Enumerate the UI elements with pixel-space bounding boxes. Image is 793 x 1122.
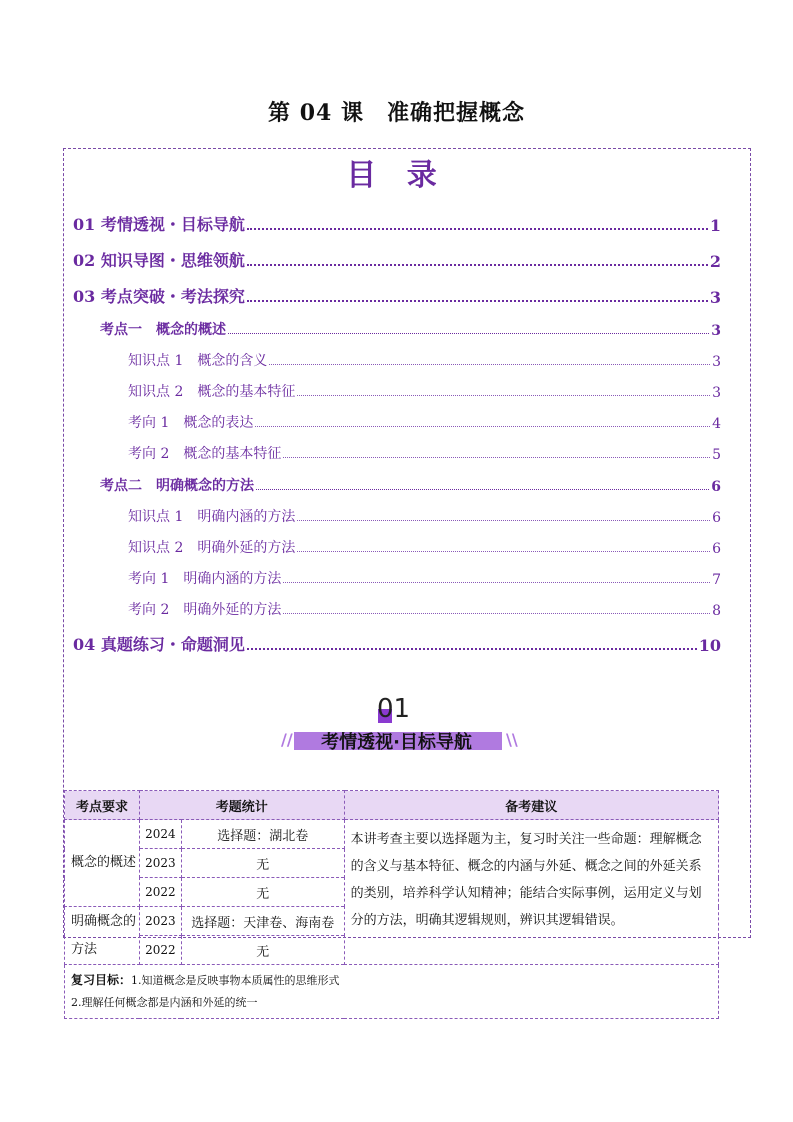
toc-leader [283,613,710,614]
exam-analysis-table [64,790,719,1019]
header-statistics: 考题统计 [139,791,344,820]
toc-entry-label: 知识点 2 概念的基本特征 [128,384,296,400]
toc-entry-page: 6 [711,479,721,495]
toc-leader [247,264,708,266]
toc-entry[interactable] [73,248,721,271]
toc-entry-label: 考向 2 明确外延的方法 [128,602,282,618]
decorative-slashes-right: \\ [506,730,518,749]
toc-entry-page: 7 [712,572,721,588]
toc-leader [297,395,710,396]
table-row [65,820,719,849]
toc-entry-page: 5 [712,447,721,463]
header-requirement: 考点要求 [65,791,140,820]
toc-entry[interactable] [73,443,721,463]
decorative-slashes-left: // [281,730,293,749]
toc-entry[interactable] [73,506,721,526]
toc-entry[interactable] [73,537,721,557]
toc-leader [297,551,710,552]
toc-entry-page: 2 [709,252,721,271]
toc-entry[interactable] [73,319,721,339]
toc-entry[interactable] [73,381,721,401]
toc-leader [283,457,710,458]
toc-entry-label: 02 知识导图・思维领航 [73,251,245,270]
document-title: 第 04 课 准确把握概念 [268,100,525,126]
year-cell: 2022 [139,878,181,907]
toc-leader [269,364,710,365]
review-goals-cell [65,965,719,1019]
toc-entry-page: 4 [712,416,721,432]
toc-entry-label: 知识点 2 明确外延的方法 [128,540,296,556]
table-row [65,965,719,1019]
stat-cell: 选择题：天津卷、海南卷 [181,907,344,936]
toc-leader [228,333,709,334]
toc-entry[interactable] [73,284,721,307]
toc-entry-label: 考点一 概念的概述 [100,322,226,338]
toc-entry[interactable] [73,475,721,495]
toc-entry-page: 3 [711,323,721,339]
toc-entry-page: 6 [712,541,721,557]
toc-entry-label: 考向 2 概念的基本特征 [128,446,282,462]
year-cell: 2022 [139,936,181,965]
stat-cell: 选择题：湖北卷 [181,820,344,849]
toc-entry-page: 1 [709,216,721,235]
toc-leader [297,520,710,521]
toc-leader [247,300,708,302]
toc-entry-label: 04 真题练习・命题洞见 [73,635,245,654]
table-header-row [65,791,719,820]
toc-entry[interactable] [73,412,721,432]
toc-leader [247,648,697,650]
toc-leader [255,426,710,427]
toc-leader [247,228,708,230]
toc-entry[interactable] [73,350,721,370]
advice-cell: 本讲考查主要以选择题为主，复习时关注一些命题：理解概念的含义与基本特征、概念的内涵与外延、概念之间的外延关系的类别，培养科学认知精神；能结合实际事例，运用定义与划分的方法，明确其逻辑规则，辨识其逻辑错误。 [344,820,718,965]
topic-cell: 概念的概述 [65,820,140,907]
stat-cell: 无 [181,878,344,907]
toc-entry-page: 8 [712,603,721,619]
toc-entry-label: 知识点 1 明确内涵的方法 [128,509,296,525]
review-goal-item: 2.理解任何概念都是内涵和外延的统一 [71,996,258,1009]
toc-entry-label: 01 考情透视・目标导航 [73,215,245,234]
stat-cell: 无 [181,936,344,965]
toc-entry[interactable] [73,568,721,588]
section-title: 考情透视·目标导航 [321,732,472,753]
toc-entry-page: 3 [712,385,721,401]
toc-entry-page: 10 [698,636,721,655]
toc-entry[interactable] [73,599,721,619]
toc-leader [283,582,710,583]
toc-entry-label: 考向 1 明确内涵的方法 [128,571,282,587]
topic-cell: 明确概念的方法 [65,907,140,965]
section-number: 01 [377,694,411,724]
toc-entry[interactable] [73,212,721,235]
toc-entry-page: 3 [712,354,721,370]
toc-entry-page: 6 [712,510,721,526]
year-cell: 2024 [139,820,181,849]
toc-entry-label: 知识点 1 概念的含义 [128,353,268,369]
toc-heading: 目 录 [346,158,447,193]
header-advice: 备考建议 [344,791,718,820]
toc-leader [256,489,709,490]
toc-entry-label: 考向 1 概念的表达 [128,415,254,431]
review-goals-label: 复习目标： [71,973,132,987]
toc-entry-label: 03 考点突破・考法探究 [73,287,245,306]
year-cell: 2023 [139,849,181,878]
review-goal-item: 1.知道概念是反映事物本质属性的思维形式 [131,974,340,987]
year-cell: 2023 [139,907,181,936]
stat-cell: 无 [181,849,344,878]
toc-entry[interactable] [73,632,721,655]
section-banner [0,694,793,764]
toc-entry-page: 3 [709,288,721,307]
toc-entry-label: 考点二 明确概念的方法 [100,478,254,494]
